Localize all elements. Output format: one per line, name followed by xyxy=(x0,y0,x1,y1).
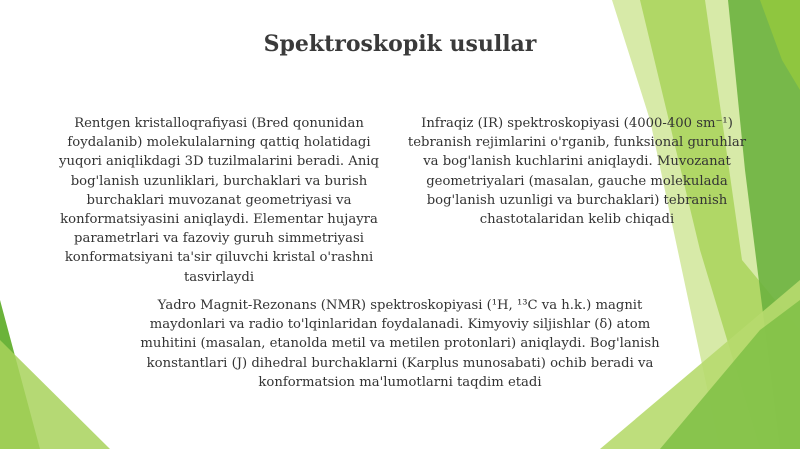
left-bottom-light xyxy=(0,340,110,449)
xray-crystallography-text: Rentgen kristalloqrafiyasi (Bred qonunidan foydalanib) molekulalarning qattiq holatidagi yuqori aniqlikdagi 3D tuzilmalarini beradi. Aniq bog'lanish uzunliklari, burchaklari va burish burchaklari muvozanat geometriyasi va konformatsiyasini aniqlaydi. Elementar hujayra parametrlari va fazoviy guruh simmetriyasi konformatsiyani ta'sir qiluvchi kristal o'rashni tasvirlaydi xyxy=(59,116,379,285)
nmr-spectroscopy-text: Yadro Magnit-Rezonans (NMR) spektroskopiyasi (¹H, ¹³C va h.k.) magnit maydonlari va radio to'lqinlaridan foydalanadi. Kimyoviy siljishlar (δ) atom muhitini (masalan, etanolda metil va metilen protonlari) aniqlaydi. Bog'lanish konstantlari (J) dihedral burchaklarni (Karplus munosabati) ochib beradi va konformatsion ma'lumotlarni taqdim etadi xyxy=(140,298,660,390)
ir-spectroscopy-text: Infraqiz (IR) spektroskopiyasi (4000-400 sm⁻¹) tebranish rejimlarini o'rganib, funksional guruhlar va bog'lanish kuchlarini aniqlaydi. Muvozanat geometriyalari (masalan, gauche molekulada bog'lanish uzunligi va burchaklari) tebranish chastotalaridan kelib chiqadi xyxy=(407,116,747,228)
slide-title: Spektroskopik usullar xyxy=(263,31,537,57)
